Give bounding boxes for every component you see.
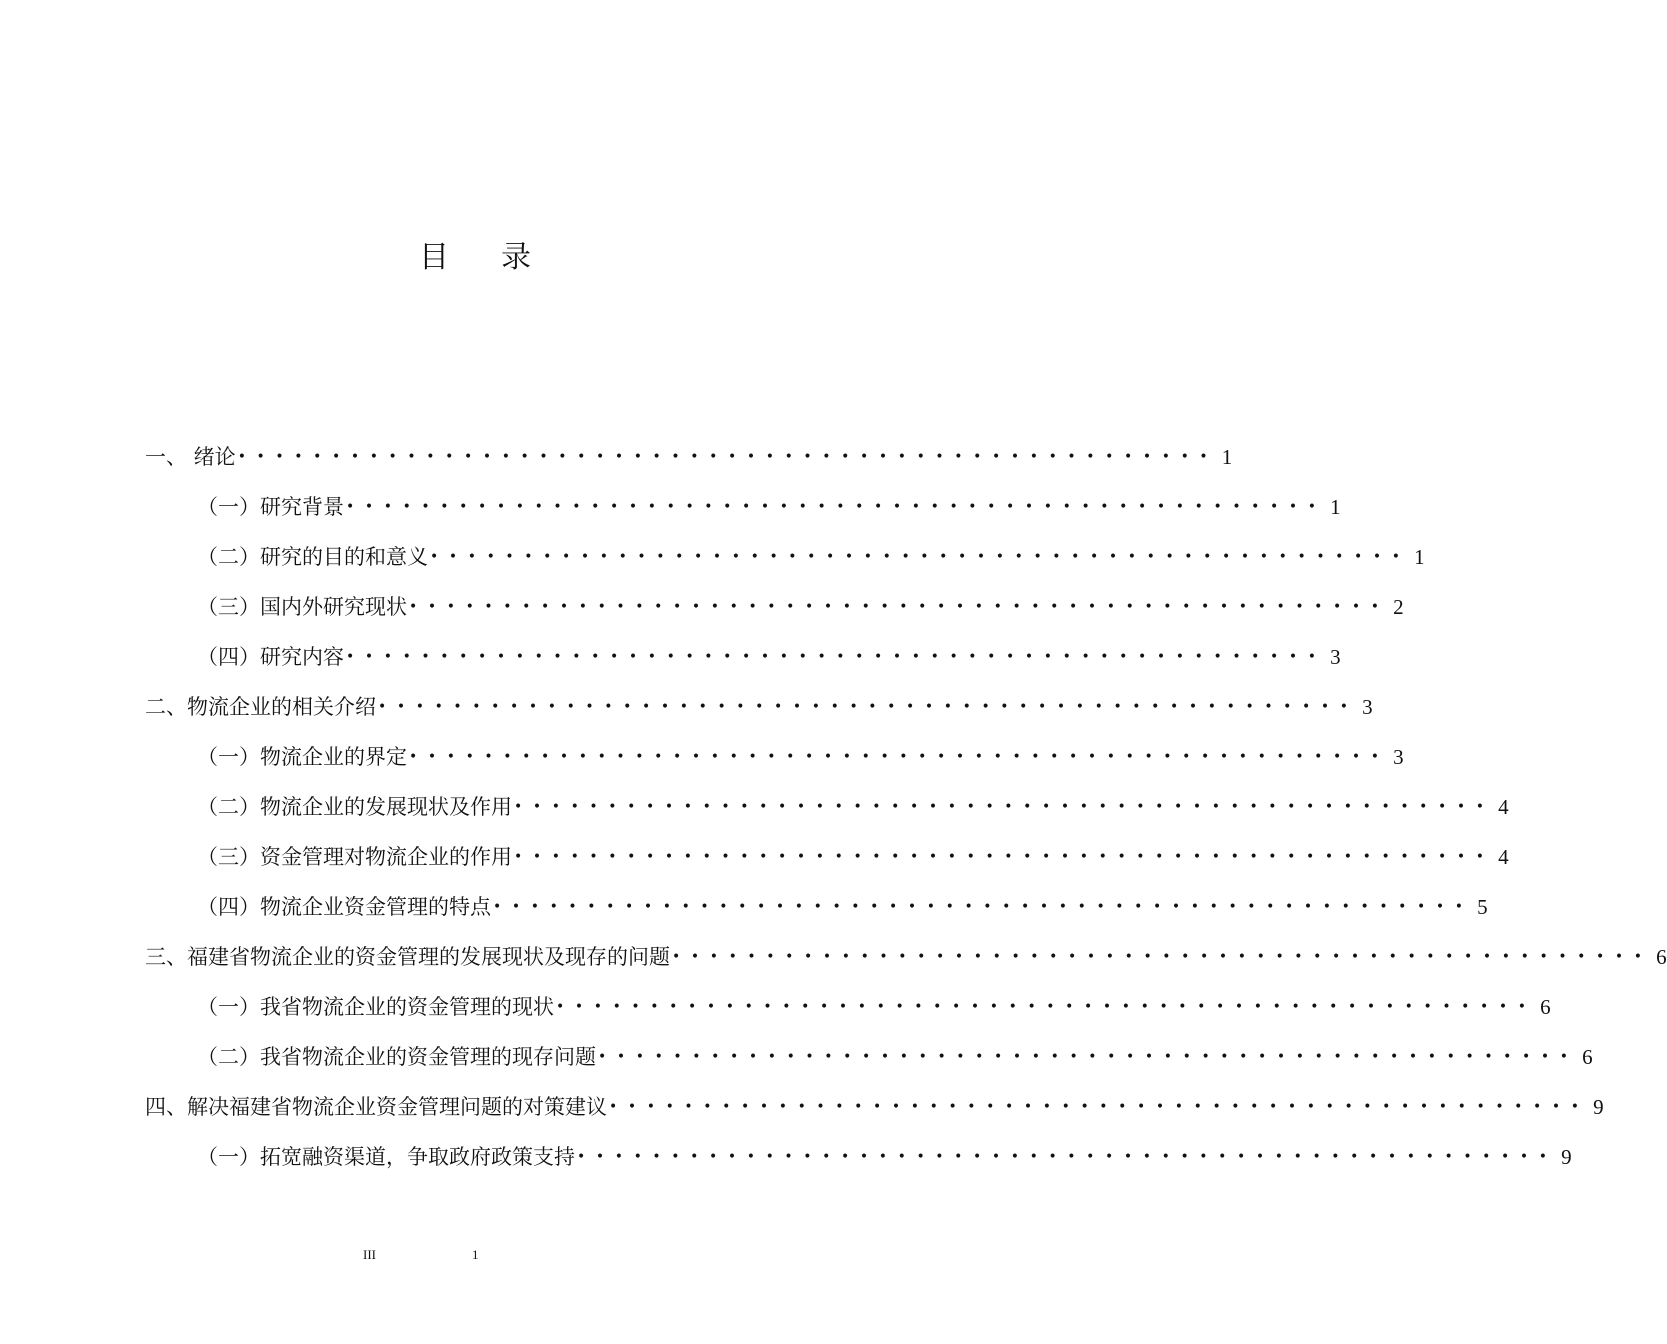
- toc-entry[interactable]: [145, 1087, 1604, 1127]
- toc-title: 目录: [419, 240, 583, 275]
- toc-entry-page: 2: [1393, 595, 1404, 619]
- footer-page-number: 1: [472, 1247, 479, 1262]
- toc-entry-label: （二）研究的目的和意义: [197, 545, 428, 569]
- toc-entry-page: 5: [1477, 895, 1488, 919]
- toc-leader-dots: ••••••••••••••••••••••••••••••••••••••••••••••••••••: [237, 449, 1219, 465]
- toc-entry-label: 一、 绪论: [145, 445, 236, 469]
- toc-entry[interactable]: [197, 887, 1488, 927]
- toc-entry-label: （一）我省物流企业的资金管理的现状: [197, 995, 554, 1019]
- toc-entry[interactable]: [197, 837, 1509, 877]
- toc-entry-label: （二）物流企业的发展现状及作用: [197, 795, 512, 819]
- toc-entry-label: （四）物流企业资金管理的特点: [197, 895, 491, 919]
- toc-entry-page: 6: [1540, 995, 1551, 1019]
- toc-entry[interactable]: [197, 1037, 1593, 1077]
- toc-entry[interactable]: [145, 937, 1667, 977]
- toc-entry-page: 6: [1656, 945, 1667, 969]
- toc-entry-page: 1: [1221, 445, 1233, 469]
- toc-leader-dots: ••••••••••••••••••••••••••••••••••••••••••••••••••••: [514, 849, 1495, 865]
- toc-entry[interactable]: [197, 587, 1404, 627]
- toc-entry[interactable]: [197, 637, 1341, 677]
- toc-leader-dots: ••••••••••••••••••••••••••••••••••••••••••••••••••••: [598, 1049, 1579, 1065]
- toc-entry-label: 二、物流企业的相关介绍: [145, 695, 376, 719]
- toc-entry-label: 四、解决福建省物流企业资金管理问题的对策建议: [145, 1095, 607, 1119]
- toc-leader-dots: ••••••••••••••••••••••••••••••••••••••••••••••••••••: [672, 949, 1653, 965]
- toc-leader-dots: ••••••••••••••••••••••••••••••••••••••••••••••••••••: [378, 699, 1359, 715]
- toc-leader-dots: ••••••••••••••••••••••••••••••••••••••••••••••••••••: [609, 1099, 1590, 1115]
- toc-entry[interactable]: [197, 987, 1551, 1027]
- toc-entry-label: 三、福建省物流企业的资金管理的发展现状及现存的问题: [145, 945, 670, 969]
- toc-leader-dots: ••••••••••••••••••••••••••••••••••••••••••••••••••••: [430, 549, 1411, 565]
- toc-entry-page: 3: [1362, 695, 1373, 719]
- toc-entry-page: 9: [1561, 1145, 1572, 1169]
- toc-leader-dots: ••••••••••••••••••••••••••••••••••••••••••••••••••••: [409, 749, 1390, 765]
- toc-entry-page: 3: [1330, 645, 1341, 669]
- toc-entry-label: （一）研究背景: [197, 495, 344, 519]
- toc-leader-dots: ••••••••••••••••••••••••••••••••••••••••••••••••••••: [493, 899, 1474, 915]
- toc-entry[interactable]: [145, 687, 1373, 727]
- toc-entry-page: 9: [1593, 1095, 1604, 1119]
- toc-entry-page: 6: [1582, 1045, 1593, 1069]
- toc-leader-dots: ••••••••••••••••••••••••••••••••••••••••••••••••••••: [409, 599, 1390, 615]
- toc-entry-label: （三）国内外研究现状: [197, 595, 407, 619]
- toc-leader-dots: ••••••••••••••••••••••••••••••••••••••••••••••••••••: [346, 499, 1327, 515]
- toc-entry-page: 4: [1498, 795, 1509, 819]
- toc-entry[interactable]: [197, 537, 1425, 577]
- toc-entry[interactable]: [145, 437, 1233, 477]
- toc-entry-page: 1: [1414, 545, 1425, 569]
- toc-entry[interactable]: [197, 487, 1341, 527]
- toc-entry-page: 1: [1330, 495, 1341, 519]
- toc-entry[interactable]: [197, 1137, 1572, 1177]
- toc-entry[interactable]: [197, 737, 1404, 777]
- toc-leader-dots: ••••••••••••••••••••••••••••••••••••••••••••••••••••: [346, 649, 1327, 665]
- toc-entry-label: （四）研究内容: [197, 645, 344, 669]
- toc-leader-dots: ••••••••••••••••••••••••••••••••••••••••••••••••••••: [556, 999, 1537, 1015]
- toc-entry-label: （一）物流企业的界定: [197, 745, 407, 769]
- toc-leader-dots: ••••••••••••••••••••••••••••••••••••••••••••••••••••: [514, 799, 1495, 815]
- toc-entry-label: （一）拓宽融资渠道，争取政府政策支持: [197, 1145, 575, 1169]
- toc-entry-label: （三）资金管理对物流企业的作用: [197, 845, 512, 869]
- toc-entry-page: 4: [1498, 845, 1509, 869]
- footer-section-number: III: [363, 1247, 376, 1262]
- toc-entry[interactable]: [197, 787, 1509, 827]
- toc-entry-page: 3: [1393, 745, 1404, 769]
- toc-entry-label: （二）我省物流企业的资金管理的现存问题: [197, 1045, 596, 1069]
- toc-leader-dots: ••••••••••••••••••••••••••••••••••••••••••••••••••••: [577, 1149, 1558, 1165]
